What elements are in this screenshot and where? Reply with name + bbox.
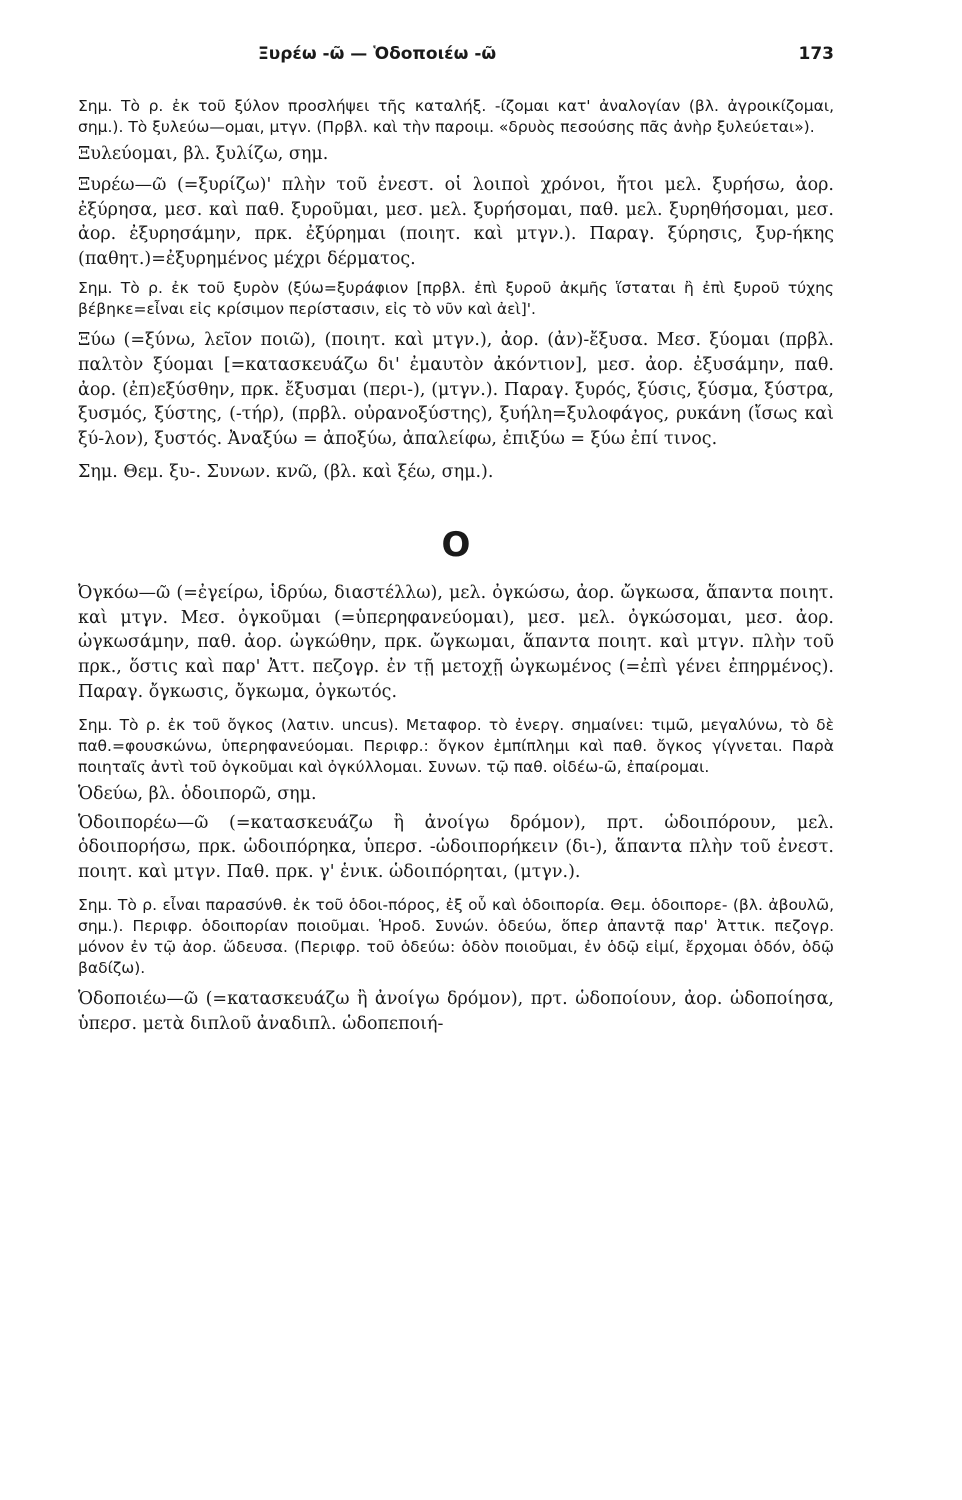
entry-xyo: Ξύω (=ξύνω, λεῖον ποιῶ), (ποιητ. καὶ μτγν.), ἀορ. (ἀν)-ἔξυσα. Μεσ. ξύομαι (πρβλ. παλτὸν ξύομαι [=κατασκευάζω δι' ἐμαυτὸν ἀκόντιον], μεσ. ἀορ. ἐξυσάμην, παθ. ἀορ. (ἐπ)εξύσθην, πρκ. ἔξυσμαι (περι-), (μτγν.). Παραγ. ξυρός, ξύσις, ξύσμα, ξύστρα, ξυσμός, ξύστης, (-τήρ), (πρβλ. οὐρανοξύστης), ξυήλη=ξυλοφάγος, ρυκάνη (ἴσως καὶ ξύ-λον), ξυστός. Ἀναξύω = ἀποξύω, ἀπαλείφω, ἐπιξύω = ξύω ἐπί τινος. <box>78 329 834 450</box>
note-hodoiporeo: Σημ. Τὸ ρ. εἶναι παρασύνθ. ἐκ τοῦ ὁδοι-πόρος, ἐξ οὗ καὶ ὁδοιπορία. Θεμ. ὁδοιπορε- (βλ. ἀβουλῶ, σημ.). Περιφρ. ὁδοιπορίαν ποιοῦμαι. Ἡροδ. Συνών. ὁδεύω, ὅπερ ἀπαντᾷ παρ' Ἀττικ. πεζογρ. μόνον ἐν τῷ ἀορ. ὥδευσα. (Περιφρ. τοῦ ὁδεύω: ὁδὸν ποιοῦμαι, ἐν ὁδῷ εἰμί, ἔρχομαι ὁδόν, ὁδῷ βαδίζω). <box>78 895 834 977</box>
note-onkoo: Σημ. Τὸ ρ. ἐκ τοῦ ὄγκος (λατιν. uncus). Μεταφορ. τὸ ἐνεργ. σημαίνει: τιμῶ, μεγαλύνω, τὸ δὲ παθ.=φουσκώνω, ὑπερηφανεύομαι. Περιφρ.: ὄγκον ἐμπίπλημι καὶ παθ. ὄγκος γίγνεται. Παρὰ ποιηταῖς ἀντὶ τοῦ ὀγκοῦμαι καὶ ὀγκύλλομαι. Συνων. τῷ παθ. οἰδέω-ῶ, ἐπαίρομαι. <box>78 715 834 776</box>
running-head <box>78 38 834 78</box>
entry-hodopoieo: Ὁδοποιέω—ῶ (=κατασκευάζω ἢ ἀνοίγω δρόμον), πρτ. ὡδοποίουν, ἀορ. ὡδοποίησα, ὑπερσ. μετὰ διπλοῦ ἀναδιπλ. ὡδοπεποιή- <box>78 988 834 1034</box>
entry-hodeuo: Ὁδεύω, βλ. ὁδοιπορῶ, σημ. <box>78 783 317 804</box>
running-head-title: Ξυρέω -ῶ — Ὁδοποιέω -ῶ <box>258 44 497 64</box>
dictionary-page <box>78 38 834 1037</box>
entry-hodoiporeo: Ὁδοιπορέω—ῶ (=κατασκευάζω ἢ ἀνοίγω δρόμον), πρτ. ὡδοιπόρουν, μελ. ὁδοιπορήσω, πρκ. ὡδοιπόρηκα, ὑπερσ. -ὡδοιπορήκειν (δι-), ἅπαντα πλὴν τοῦ ἐνεστ. ποιητ. καὶ μτγν. Παθ. πρκ. γ' ἑνικ. ὡδοιπόρηται, (μτγν.). <box>78 812 834 883</box>
note-xyreo: Σημ. Τὸ ρ. ἐκ τοῦ ξυρὸν (ξύω=ξυράφιον [πρβλ. ἐπὶ ξυροῦ ἀκμῆς ἵσταται ἢ ἐπὶ ξυροῦ τύχης βέβηκε=εἶναι εἰς κρίσιμον περίστασιν, εἰς τὸ νῦν καὶ ἀεὶ]'. <box>78 278 834 318</box>
note-xyo: Σημ. Θεμ. ξυ-. Συνων. κνῶ, (βλ. καὶ ξέω, σημ.). <box>78 461 494 482</box>
page-number: 173 <box>798 44 834 64</box>
entry-xyreo: Ξυρέω—ῶ (=ξυρίζω)' πλὴν τοῦ ἐνεστ. οἱ λοιποὶ χρόνοι, ἤτοι μελ. ξυρήσω, ἀορ. ἐξύρησα, μεσ. καὶ παθ. ξυροῦμαι, μεσ. μελ. ξυρήσομαι, παθ. μελ. ξυρηθήσομαι, μεσ. ἀορ. ἐξυρησάμην, πρκ. ἐξύρημαι (ποιητ. καὶ μτγν.). Παραγ. ξύρησις, ξυρ-ήκης (παθητ.)=ἐξυρημένος μέχρι δέρματος. <box>78 174 834 270</box>
section-letter-omicron: Ο <box>441 524 471 565</box>
entry-xyleuomai: Ξυλεύομαι, βλ. ξυλίζω, σημ. <box>78 144 329 164</box>
entry-onkoo: Ὀγκόω—ῶ (=ἐγείρω, ἱδρύω, διαστέλλω), μελ. ὀγκώσω, ἀορ. ὤγκωσα, ἅπαντα ποιητ. καὶ μτγν. Μεσ. ὀγκοῦμαι (=ὑπερηφανεύομαι), μεσ. μελ. ὀγκώσομαι, μεσ. ἀορ. ὠγκωσάμην, παθ. ἀορ. ὠγκώθην, πρκ. ὤγκωμαι, ἅπαντα ποιητ. καὶ μτγν. πλὴν τοῦ πρκ., ὅστις καὶ παρ' Ἀττ. πεζογρ. ἐν τῇ μετοχῇ ὠγκωμένος (=ἐπὶ γένει ἐπηρμένος). Παραγ. ὄγκωσις, ὄγκωμα, ὀγκωτός. <box>78 582 834 702</box>
note-xylizo: Σημ. Τὸ ρ. ἐκ τοῦ ξύλον προσλήψει τῆς καταλήξ. -ίζομαι κατ' ἀναλογίαν (βλ. ἀγροικίζομαι, σημ.). Τὸ ξυλεύω—ομαι, μτγν. (Πρβλ. καὶ τὴν παροιμ. «δρυὸς πεσούσης πᾶς ἀνὴρ ξυλεύεται»). <box>78 97 834 136</box>
